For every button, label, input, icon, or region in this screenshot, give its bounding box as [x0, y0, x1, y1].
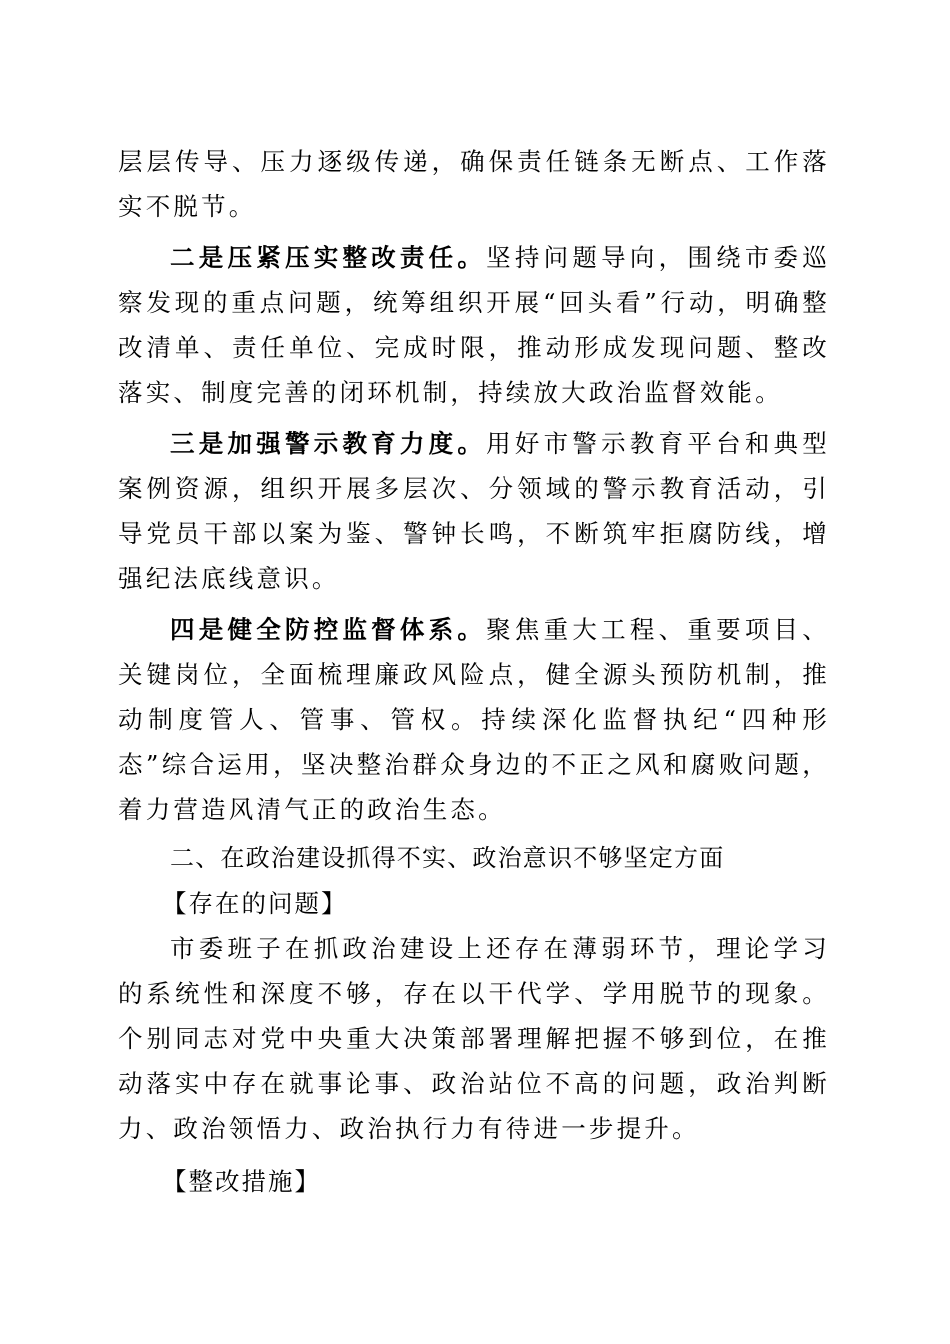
section-heading: 二、在政治建设抓得不实、政治意识不够坚定方面: [170, 844, 725, 872]
continued-paragraph: [118, 139, 830, 229]
paragraph-warning-education: [118, 421, 830, 601]
paragraph-rectification-responsibility: [118, 235, 830, 415]
paragraph-lead: 三是加强警示教育力度。: [170, 429, 487, 458]
paragraph-supervision-system: [118, 607, 830, 832]
paragraph-text: 用好市警示教育平台和典型案例资源，组织开展多层次、分领域的警示教育活动，引导党员干部以案为鉴、警钟长鸣，不断筑牢拒腐防线，增强纪法底线意识。: [118, 429, 831, 593]
measures-label: 【整改措施】: [162, 1167, 321, 1196]
problems-label: 【存在的问题】: [162, 889, 348, 918]
document-page: [118, 139, 830, 1204]
paragraph-lead: 二是压紧压实整改责任。: [170, 243, 487, 272]
paragraph-text: 坚持问题导向，围绕市委巡察发现的重点问题，统筹组织开展“回头看”行动，明确整改清单、责任单位、完成时限，推动形成发现问题、整改落实、制度完善的闭环机制，持续放大政治监督效能。: [118, 243, 831, 407]
paragraph-text: 市委班子在抓政治建设上还存在薄弱环节，理论学习的系统性和深度不够，存在以干代学、学用脱节的现象。个别同志对党中央重大决策部署理解把握不够到位，在推动落实中存在就事论事、政治站位不高的问题，政治判断力、政治领悟力、政治执行力有待进一步提升。: [118, 934, 830, 1143]
paragraph-lead: 四是健全防控监督体系。: [170, 615, 487, 644]
problems-paragraph: [118, 926, 830, 1151]
paragraph-text: 聚焦重大工程、重要项目、关键岗位，全面梳理廉政风险点，健全源头预防机制，推动制度管人、管事、管权。持续深化监督执纪“四种形态”综合运用，坚决整治群众身边的不正之风和腐败问题，着力营造风清气正的政治生态。: [118, 615, 831, 824]
paragraph-text: 层层传导、压力逐级传递，确保责任链条无断点、工作落实不脱节。: [118, 147, 830, 221]
